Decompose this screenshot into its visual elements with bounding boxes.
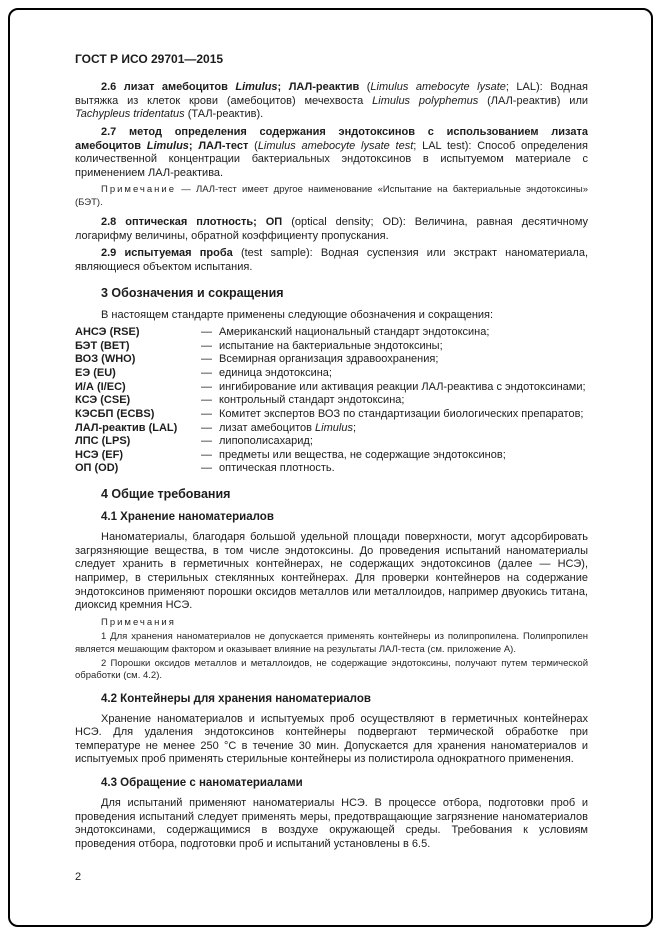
abbrev-dash: — — [201, 380, 212, 393]
abbrev-definition: Всемирная организация здравоохранения; — [219, 353, 439, 366]
abbrev-dash: — — [201, 353, 212, 366]
abbrev-term: БЭТ (BET) — [75, 339, 130, 352]
abbrev-term: И/А (I/EC) — [75, 380, 126, 393]
abbrev-dash: — — [201, 421, 212, 434]
notes-title: Примечания — [101, 616, 176, 628]
abbrev-row-cse — [75, 394, 588, 408]
abbrev-row-ia — [75, 381, 588, 395]
para-4-1: Наноматериалы, благодаря большой удельной площади поверхности, могут адсорбировать загрязняющие вещества, в том числе эндотоксины. До проведения испытаний наноматериалы следует хранить в герметичных контейнерах, не содержащих эндотоксинов (далее — НСЭ), например, в стерильных стеклянных контейнерах. Для проверки контейнеров на содержание эндотоксинов применяют порошки оксидов металлов или металлоидов, например двуокись титана, диоксид кремния НСЭ. — [75, 531, 588, 612]
abbrev-term: АНСЭ (RSE) — [75, 326, 140, 339]
abbrev-row-eu — [75, 367, 588, 381]
abbrev-row-ef — [75, 449, 588, 463]
abbrev-dash: — — [201, 339, 212, 352]
abbrev-definition: ингибирование или активация реакции ЛАЛ-реактива с эндотоксинами; — [219, 380, 586, 393]
abbrev-row-voz — [75, 353, 588, 367]
abbrev-term: НСЭ (EF) — [75, 448, 124, 461]
section-4-1-heading: 4.1 Хранение наноматериалов — [101, 511, 274, 524]
abbrev-definition: Американский национальный стандарт эндотоксина; — [219, 326, 490, 339]
para-4-3: Для испытаний применяют наноматериалы НСЭ. В процессе отбора, подготовки проб и проведения испытаний следует применять меры, предотвращающие загрязнение наноматериалов эндотоксинами, содержащимися в воздухе окружающей среды. Требования к условиям проведения отбора, подготовки проб и испытаний установлены в 6.5. — [75, 797, 588, 850]
note-4-1-2: 2 Порошки оксидов металлов и металлоидов, не содержащие эндотоксины, получают путем термической обработки (см. 4.2). — [75, 657, 588, 682]
para-4-2: Хранение наноматериалов и испытуемых проб осуществляют в герметичных контейнерах НСЭ. Для удаления эндотоксинов контейнеры подвергают термической обработке при температуре не менее 250 °С в течение 30 мин. Допускается для хранения наноматериалов и испытуемых проб применять стерильные контейнеры из полистирола однократного применения. — [75, 712, 588, 766]
abbrev-term: ОП (OD) — [75, 462, 119, 475]
abbrev-definition: Комитет экспертов ВОЗ по стандартизации биологических препаратов; — [219, 407, 584, 420]
abbrev-dash: — — [201, 462, 212, 475]
abbrev-definition: контрольный стандарт эндотоксина; — [219, 394, 405, 407]
abbrev-term: ЛПС (LPS) — [75, 435, 131, 448]
section-4-heading: 4 Общие требования — [101, 487, 231, 502]
abbrev-row-bet — [75, 340, 588, 354]
term-2-9: 2.9 испытуемая проба (test sample): Водная суспензия или экстракт наноматериала, являющиеся объектом испытания. — [75, 247, 589, 273]
abbrev-definition: единица эндотоксина; — [219, 367, 332, 380]
abbrev-term: КСЭ (CSE) — [75, 394, 131, 407]
abbrev-dash: — — [201, 394, 212, 407]
abbrev-definition: испытание на бактериальные эндотоксины; — [219, 339, 443, 352]
abbrev-dash: — — [201, 435, 212, 448]
term-2-8: 2.8 оптическая плотность; ОП (optical density; OD): Величина, равная десятичному логарифму величины, обратной коэффициенту пропускания. — [75, 216, 589, 242]
abbrev-term: ЕЭ (EU) — [75, 367, 116, 380]
abbrev-row-anse — [75, 326, 588, 340]
abbrev-dash: — — [201, 407, 212, 420]
page-number: 2 — [75, 871, 82, 883]
note-4-1-1: 1 Для хранения наноматериалов не допускается применять контейнеры из полипропилена. Полипропилен является мешающим фактором и оказывает влияние на результаты ЛАЛ-теста (см. приложение А). — [75, 631, 588, 655]
abbrev-dash: — — [201, 326, 212, 339]
abbreviation-list — [75, 326, 588, 476]
abbrev-definition: липополисахарид; — [219, 435, 313, 448]
abbrev-row-od — [75, 462, 588, 476]
section-3-intro: В настоящем стандарте применены следующие обозначения и сокращения: — [101, 308, 494, 321]
abbrev-term: ВОЗ (WHO) — [75, 353, 136, 366]
abbrev-definition: предметы или вещества, не содержащие эндотоксинов; — [219, 448, 506, 461]
term-2-7: 2.7 метод определения содержания эндотоксинов с использованием лизата амебоцитов Limulus; ЛАЛ-тест (Limulus amebocyte lysate test; LAL test): Способ определения количественной концентрации бактериальных эндотоксинов в испытуемом материале с применением ЛАЛ-реактива. — [75, 125, 588, 179]
abbrev-dash: — — [201, 367, 212, 380]
section-4-2-heading: 4.2 Контейнеры для хранения наноматериалов — [101, 692, 371, 705]
abbrev-dash: — — [201, 448, 212, 461]
page-content — [75, 52, 588, 856]
abbrev-row-lal — [75, 422, 588, 436]
abbrev-definition: лизат амебоцитов Limulus; — [219, 421, 357, 434]
abbrev-row-ecbs — [75, 408, 588, 422]
section-3-heading: 3 Обозначения и сокращения — [101, 285, 284, 300]
document-header: ГОСТ Р ИСО 29701—2015 — [75, 52, 224, 66]
note-2-7: Примечание — ЛАЛ-тест имеет другое наименование «Испытание на бактериальные эндотоксины» (БЭТ). — [75, 184, 588, 208]
abbrev-term: КЭСБП (ECBS) — [75, 407, 155, 420]
section-4-3-heading: 4.3 Обращение с наноматериалами — [101, 777, 303, 790]
term-2-6: 2.6 лизат амебоцитов Limulus; ЛАЛ-реактив (Limulus amebocyte lysate; LAL): Водная вытяжка из клеток крови (амебоцитов) мечехвоста Limulus polyphemus (ЛАЛ-реактив) или Tachypleus tridentatus (ТАЛ-реактив). — [75, 81, 589, 121]
notes-4-1 — [75, 617, 588, 683]
abbrev-term: ЛАЛ-реактив (LAL) — [75, 421, 178, 434]
abbrev-row-lps — [75, 435, 588, 449]
abbrev-definition: оптическая плотность. — [219, 462, 335, 475]
